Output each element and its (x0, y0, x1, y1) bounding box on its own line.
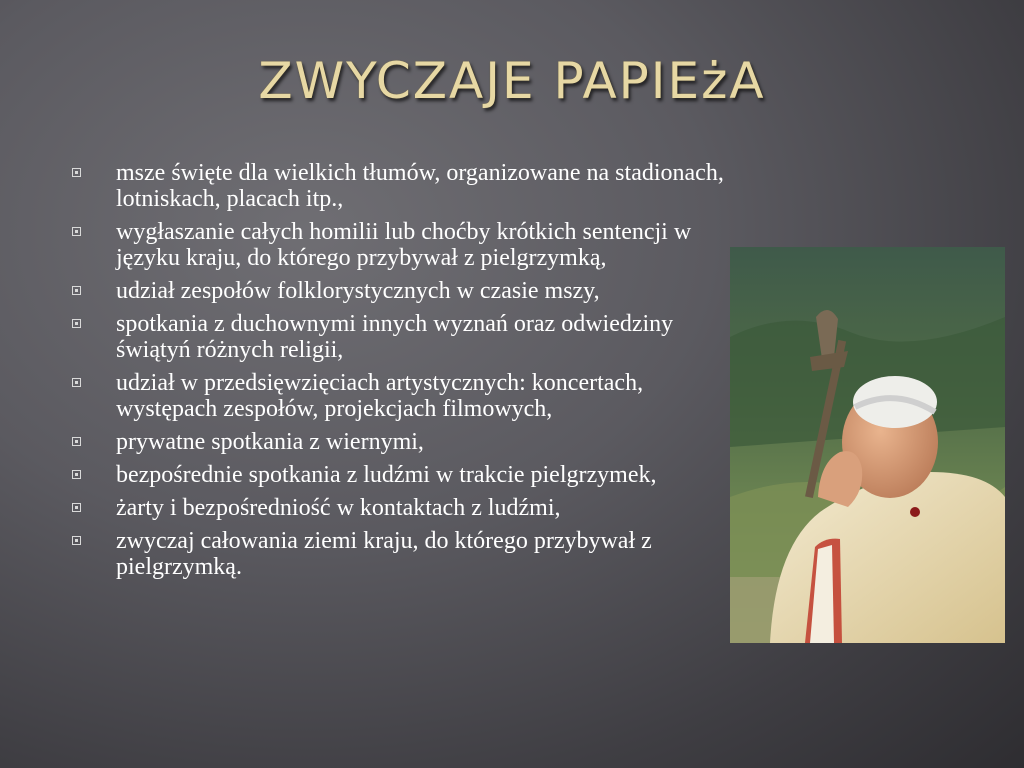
list-item-text: msze święte dla wielkich tłumów, organizowane na stadionach, lotniskach, placach itp., (116, 160, 724, 212)
list-item (70, 429, 725, 455)
square-bullet-icon (72, 536, 81, 545)
list-item-text: zwyczaj całowania ziemi kraju, do którego przybywał z pielgrzymką. (116, 528, 652, 580)
square-bullet-icon (72, 286, 81, 295)
bullet-list (70, 160, 725, 587)
list-item-text: udział zespołów folklorystycznych w czasie mszy, (116, 278, 600, 304)
list-item-text: żarty i bezpośredniość w kontaktach z ludźmi, (116, 495, 561, 521)
list-item-text: prywatne spotkania z wiernymi, (116, 429, 424, 455)
list-item (70, 311, 725, 363)
list-item (70, 278, 725, 304)
list-item-text: bezpośrednie spotkania z ludźmi w trakcie pielgrzymek, (116, 462, 657, 488)
list-item-text: wygłaszanie całych homilii lub choćby krótkich sentencji w języku kraju, do którego przybywał z pielgrzymką, (116, 219, 692, 271)
list-item (70, 160, 725, 212)
square-bullet-icon (72, 437, 81, 446)
list-item (70, 495, 725, 521)
pope-photo (730, 247, 1005, 643)
list-item-text: spotkania z duchownymi innych wyznań oraz odwiedziny świątyń różnych religii, (116, 311, 674, 363)
list-item (70, 219, 725, 271)
list-item (70, 462, 725, 488)
square-bullet-icon (72, 503, 81, 512)
list-item-text: udział w przedsięwzięciach artystycznych: koncertach, występach zespołów, projekcjach filmowych, (116, 370, 644, 422)
list-item (70, 370, 725, 422)
slide-title: ZWYCZAJE PAPIEżA (258, 52, 766, 110)
square-bullet-icon (72, 470, 81, 479)
square-bullet-icon (72, 227, 81, 236)
square-bullet-icon (72, 378, 81, 387)
square-bullet-icon (72, 168, 81, 177)
list-item (70, 528, 725, 580)
square-bullet-icon (72, 319, 81, 328)
